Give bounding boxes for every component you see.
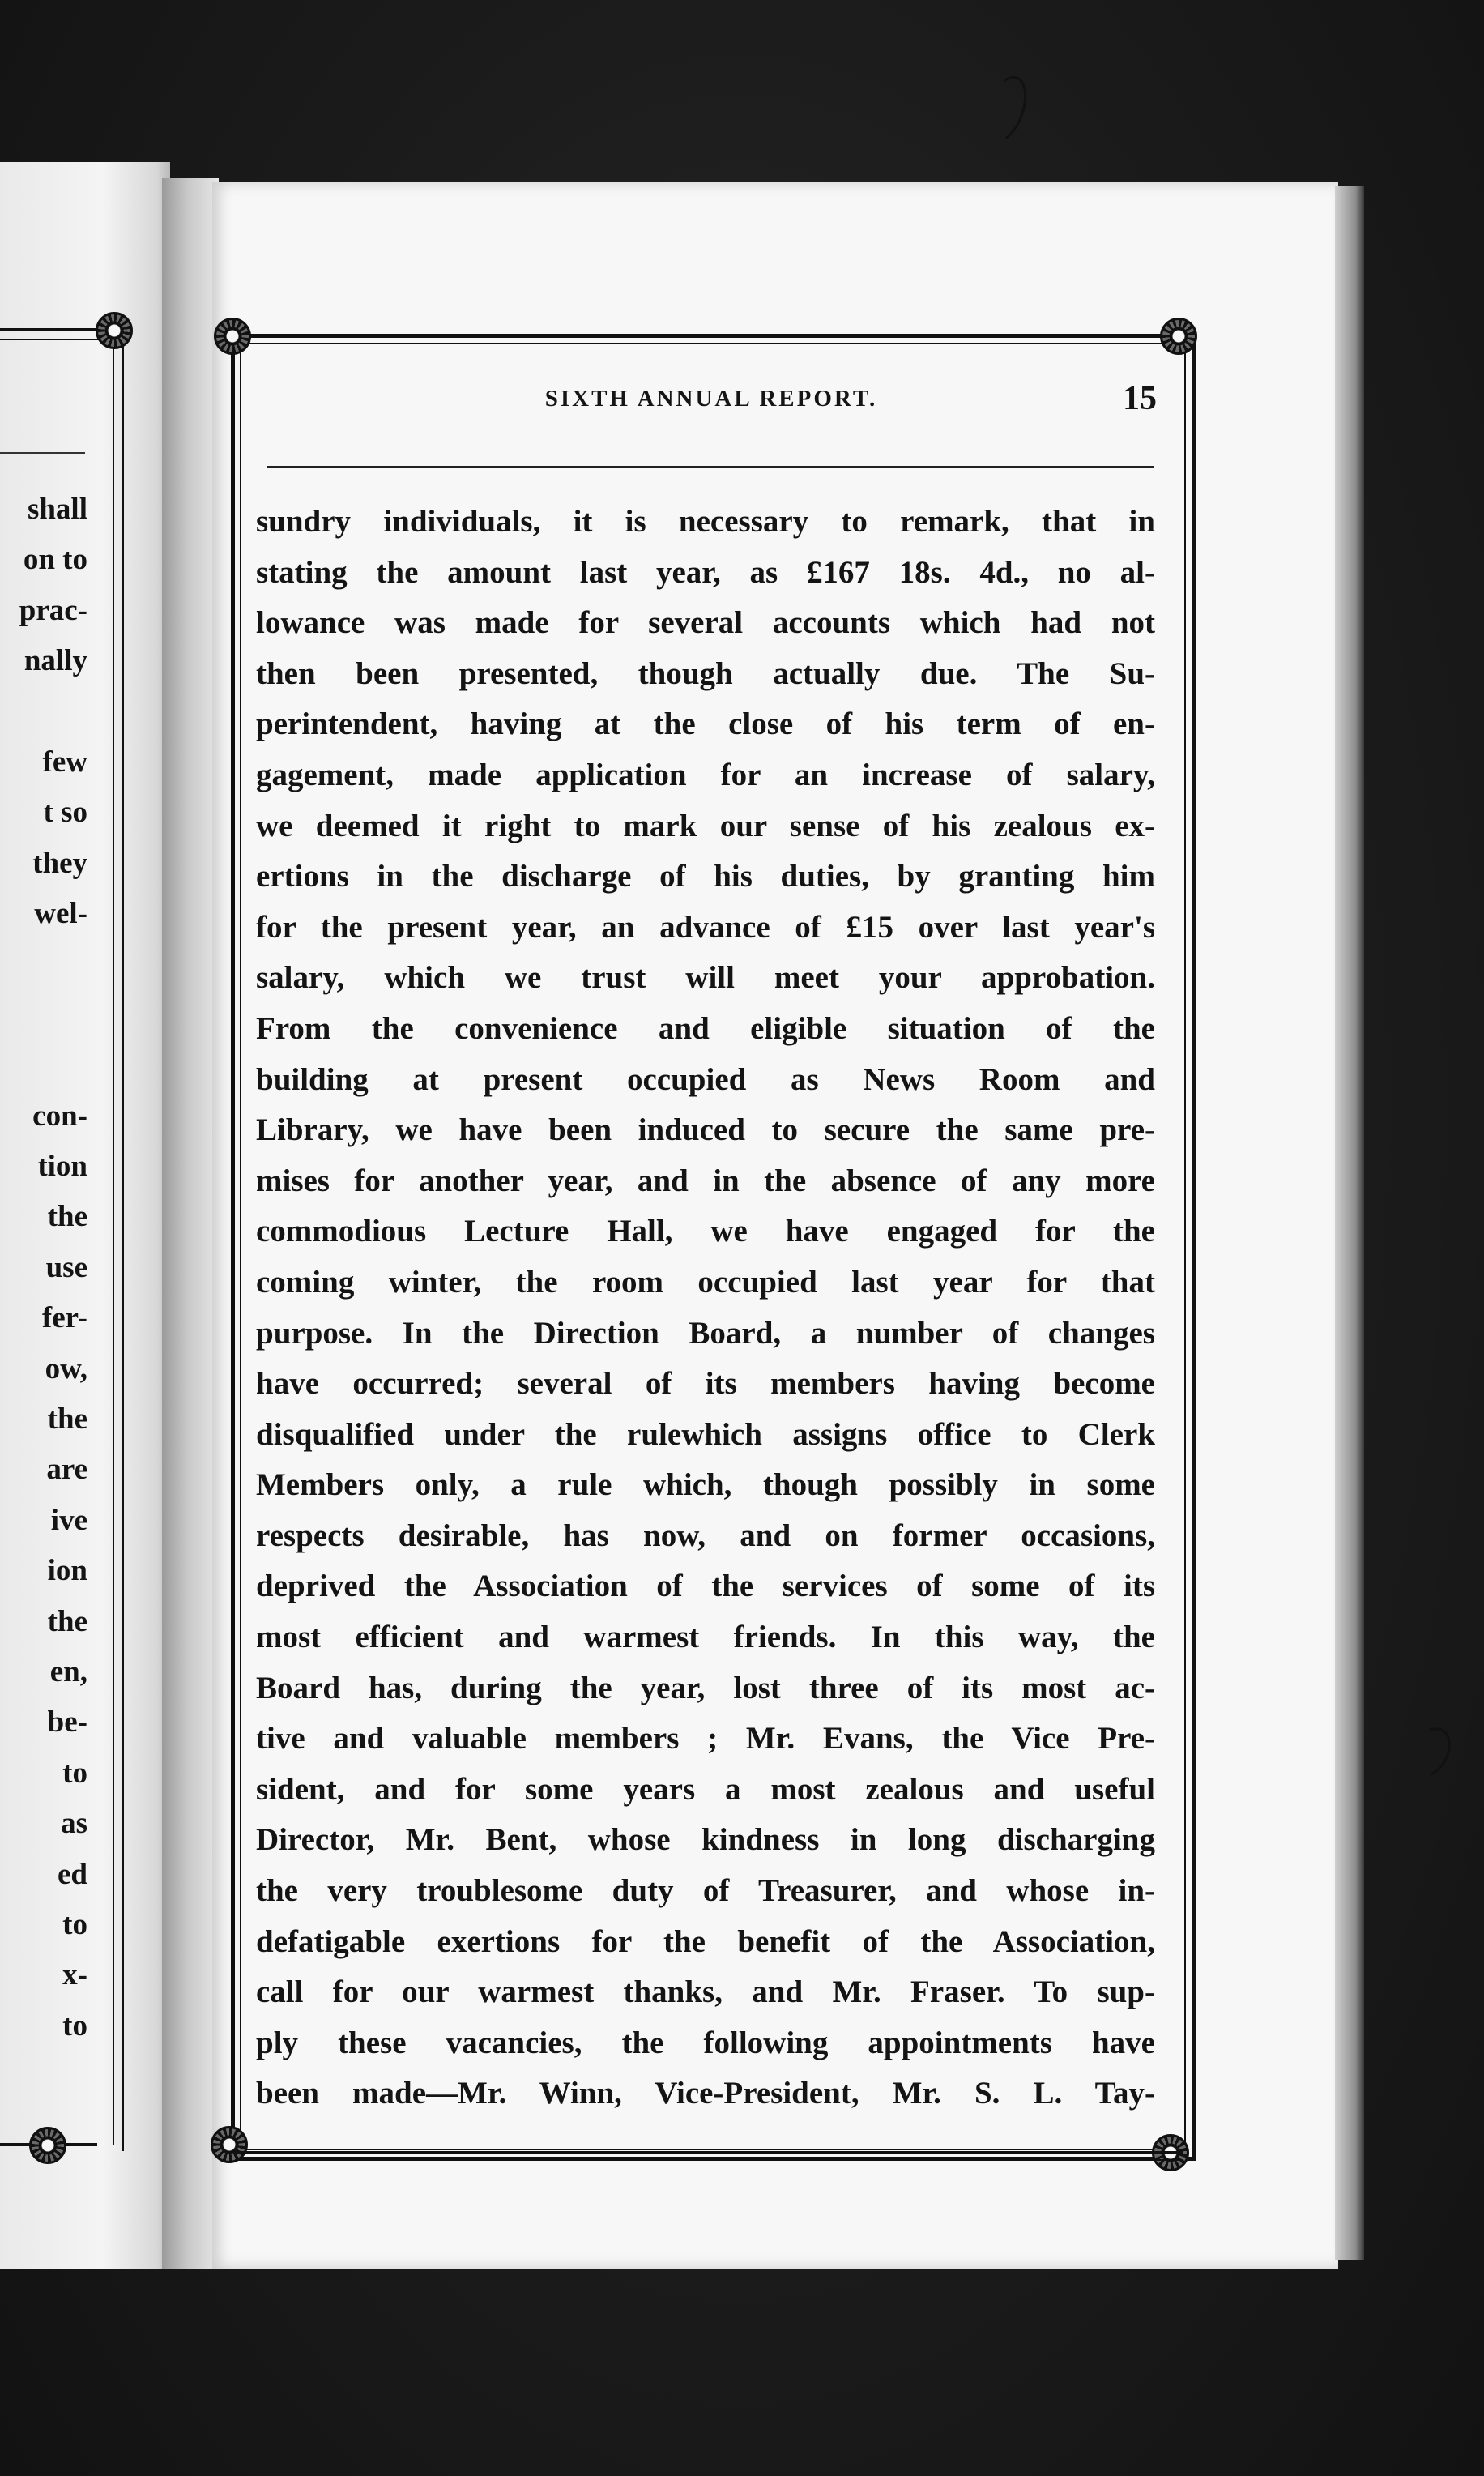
left-page-line: [0, 1040, 87, 1091]
body-line: Board has, during the year, lost three of its most ac-: [256, 1670, 1155, 1705]
body-line: then been presented, though actually due. The Su-: [256, 655, 1155, 691]
body-line: call for our warmest thanks, and Mr. Fraser. To sup-: [256, 1974, 1155, 2010]
body-line: ertions in the discharge of his duties, by granting him: [256, 859, 1155, 894]
body-line: the very troublesome duty of Treasurer, and whose in-: [256, 1873, 1155, 1909]
left-page-line: few: [42, 745, 87, 779]
body-line: sident, and for some years a most zealous and useful: [256, 1771, 1155, 1807]
body-line: building at present occupied as News Room and: [256, 1061, 1155, 1097]
body-line: commodious Lecture Hall, we have engaged for the: [256, 1214, 1155, 1249]
body-line: salary, which we trust will meet your approbation.: [256, 960, 1155, 996]
body-text: [256, 497, 1155, 2120]
body-line: sundry individuals, it is necessary to remark, that in: [256, 504, 1155, 539]
left-page-line: as: [61, 1807, 87, 1841]
left-page-line: prac-: [19, 593, 87, 627]
bottom-rule: [235, 2151, 1183, 2161]
left-page-line: wel-: [34, 897, 87, 931]
left-page-line: to: [62, 2009, 87, 2043]
body-line: purpose. In the Direction Board, a number of changes: [256, 1315, 1155, 1351]
left-page-line: the: [47, 1402, 87, 1437]
running-title: SIXTH ANNUAL REPORT.: [544, 386, 878, 412]
body-line: most efficient and warmest friends. In this way, the: [256, 1620, 1155, 1655]
running-head: [266, 380, 1157, 426]
left-page-head-rule: [0, 452, 85, 454]
left-page-line: the: [47, 1200, 87, 1234]
left-page-line: to: [62, 1756, 87, 1790]
left-page-line: tion: [37, 1150, 87, 1184]
body-line: Director, Mr. Bent, whose kindness in long discharging: [256, 1822, 1155, 1858]
body-line: coming winter, the room occupied last year for that: [256, 1264, 1155, 1300]
left-page-line: fer-: [41, 1301, 87, 1335]
body-line: tive and valuable members ; Mr. Evans, the Vice Pre-: [256, 1721, 1155, 1757]
body-line: Library, we have been induced to secure the same pre-: [256, 1112, 1155, 1148]
body-line: stating the amount last year, as £167 18s. 4d., no al-: [256, 554, 1155, 590]
left-page-line: ed: [58, 1857, 87, 1891]
body-line: Members only, a rule which, though possibly in some: [256, 1467, 1155, 1503]
book-gutter: [162, 178, 219, 2269]
left-page-top-rule: [0, 328, 105, 331]
body-line: ply these vacancies, the following appointments have: [256, 2025, 1155, 2060]
body-line: lowance was made for several accounts which had not: [256, 605, 1155, 641]
body-line: gagement, made application for an increase of salary,: [256, 757, 1155, 792]
header-rule: [267, 466, 1154, 468]
body-line: mises for another year, and in the absence of any more: [256, 1163, 1155, 1198]
body-line: deprived the Association of the services of some of its: [256, 1569, 1155, 1604]
left-page-line: ive: [50, 1503, 87, 1537]
body-line: respects desirable, has now, and on former occasions,: [256, 1518, 1155, 1553]
left-page-top-rule-thin: [0, 339, 105, 340]
top-left-rosette-icon: [214, 318, 251, 355]
left-page-line: [0, 687, 87, 737]
top-right-rosette-icon: [1160, 318, 1197, 355]
left-page-line: [0, 940, 87, 990]
left-page-line: ow,: [45, 1351, 87, 1385]
left-page-line: en,: [49, 1654, 87, 1688]
page-number: 15: [1123, 380, 1157, 417]
left-page-line: nally: [23, 644, 87, 678]
body-line: disqualified under the rulewhich assigns office to Clerk: [256, 1416, 1155, 1452]
left-page-line: shall: [27, 493, 87, 526]
left-page-line: they: [32, 846, 87, 880]
left-page-line: [0, 990, 87, 1040]
left-page-line: be-: [47, 1705, 87, 1740]
left-bottom-rosette-icon: [29, 2127, 66, 2164]
left-page-line: x-: [62, 1958, 87, 1992]
left-page-text: [0, 485, 87, 2051]
left-page-line: on to: [23, 543, 87, 577]
left-page-line: use: [45, 1250, 87, 1284]
left-top-rosette-icon: [96, 312, 133, 349]
left-page-line: are: [46, 1453, 87, 1487]
left-page-line: the: [47, 1604, 87, 1638]
body-line: defatigable exertions for the benefit of the Association,: [256, 1923, 1155, 1959]
left-page-line: con-: [32, 1099, 87, 1133]
body-line: have occurred; several of its members having become: [256, 1366, 1155, 1402]
left-page-line: t so: [43, 796, 87, 830]
right-page-edge: [1335, 186, 1364, 2260]
body-line: perintendent, having at the close of his term of en-: [256, 707, 1155, 742]
body-line: been made—Mr. Winn, Vice-President, Mr. S. L. Tay-: [256, 2076, 1155, 2111]
body-line: we deemed it right to mark our sense of his zealous ex-: [256, 808, 1155, 843]
left-page-line: ion: [47, 1554, 87, 1588]
body-line: for the present year, an advance of £15 over last year's: [256, 909, 1155, 945]
body-line: From the convenience and eligible situation of the: [256, 1010, 1155, 1046]
left-page-line: to: [62, 1907, 87, 1941]
